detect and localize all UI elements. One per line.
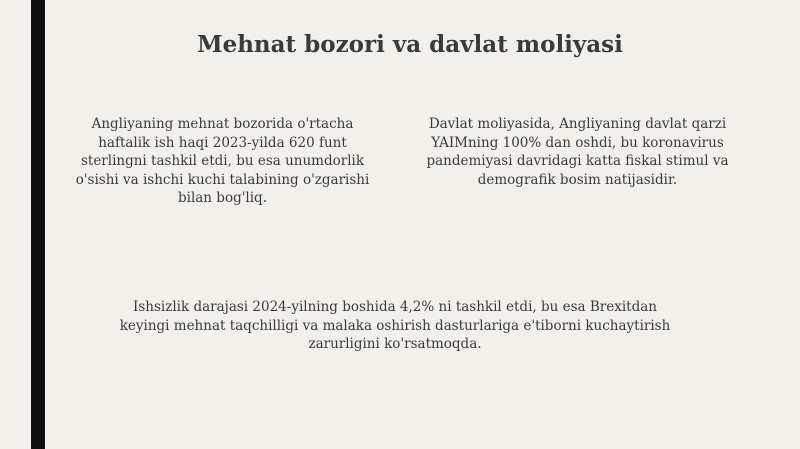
paragraph-unemployment: Ishsizlik darajasi 2024-yilning boshida 4,2% ni tashkil etdi, bu esa Brexitdan keyingi mehnat taqchilligi va malaka oshirish dasturlariga e'tiborni kuchaytirish zarurligini ko'rsatmoqda.	[119, 299, 671, 352]
slide-title: Mehnat bozori va davlat moliyasi	[197, 31, 623, 58]
paragraph-labor-market: Angliyaning mehnat bozorida o'rtacha haftalik ish haqi 2023-yilda 620 funt sterlingni tashkil etdi, bu esa unumdorlik o'sishi va ishchi kuchi talabining o'zgarishi bilan bog'liq.	[75, 116, 370, 206]
paragraph-public-finance: Davlat moliyasida, Angliyaning davlat qarzi YAIMning 100% dan oshdi, bu koronavirus pandemiyasi davridagi katta fiskal stimul va demografik bosim natijasidir.	[426, 116, 729, 188]
accent-bar	[31, 0, 45, 449]
